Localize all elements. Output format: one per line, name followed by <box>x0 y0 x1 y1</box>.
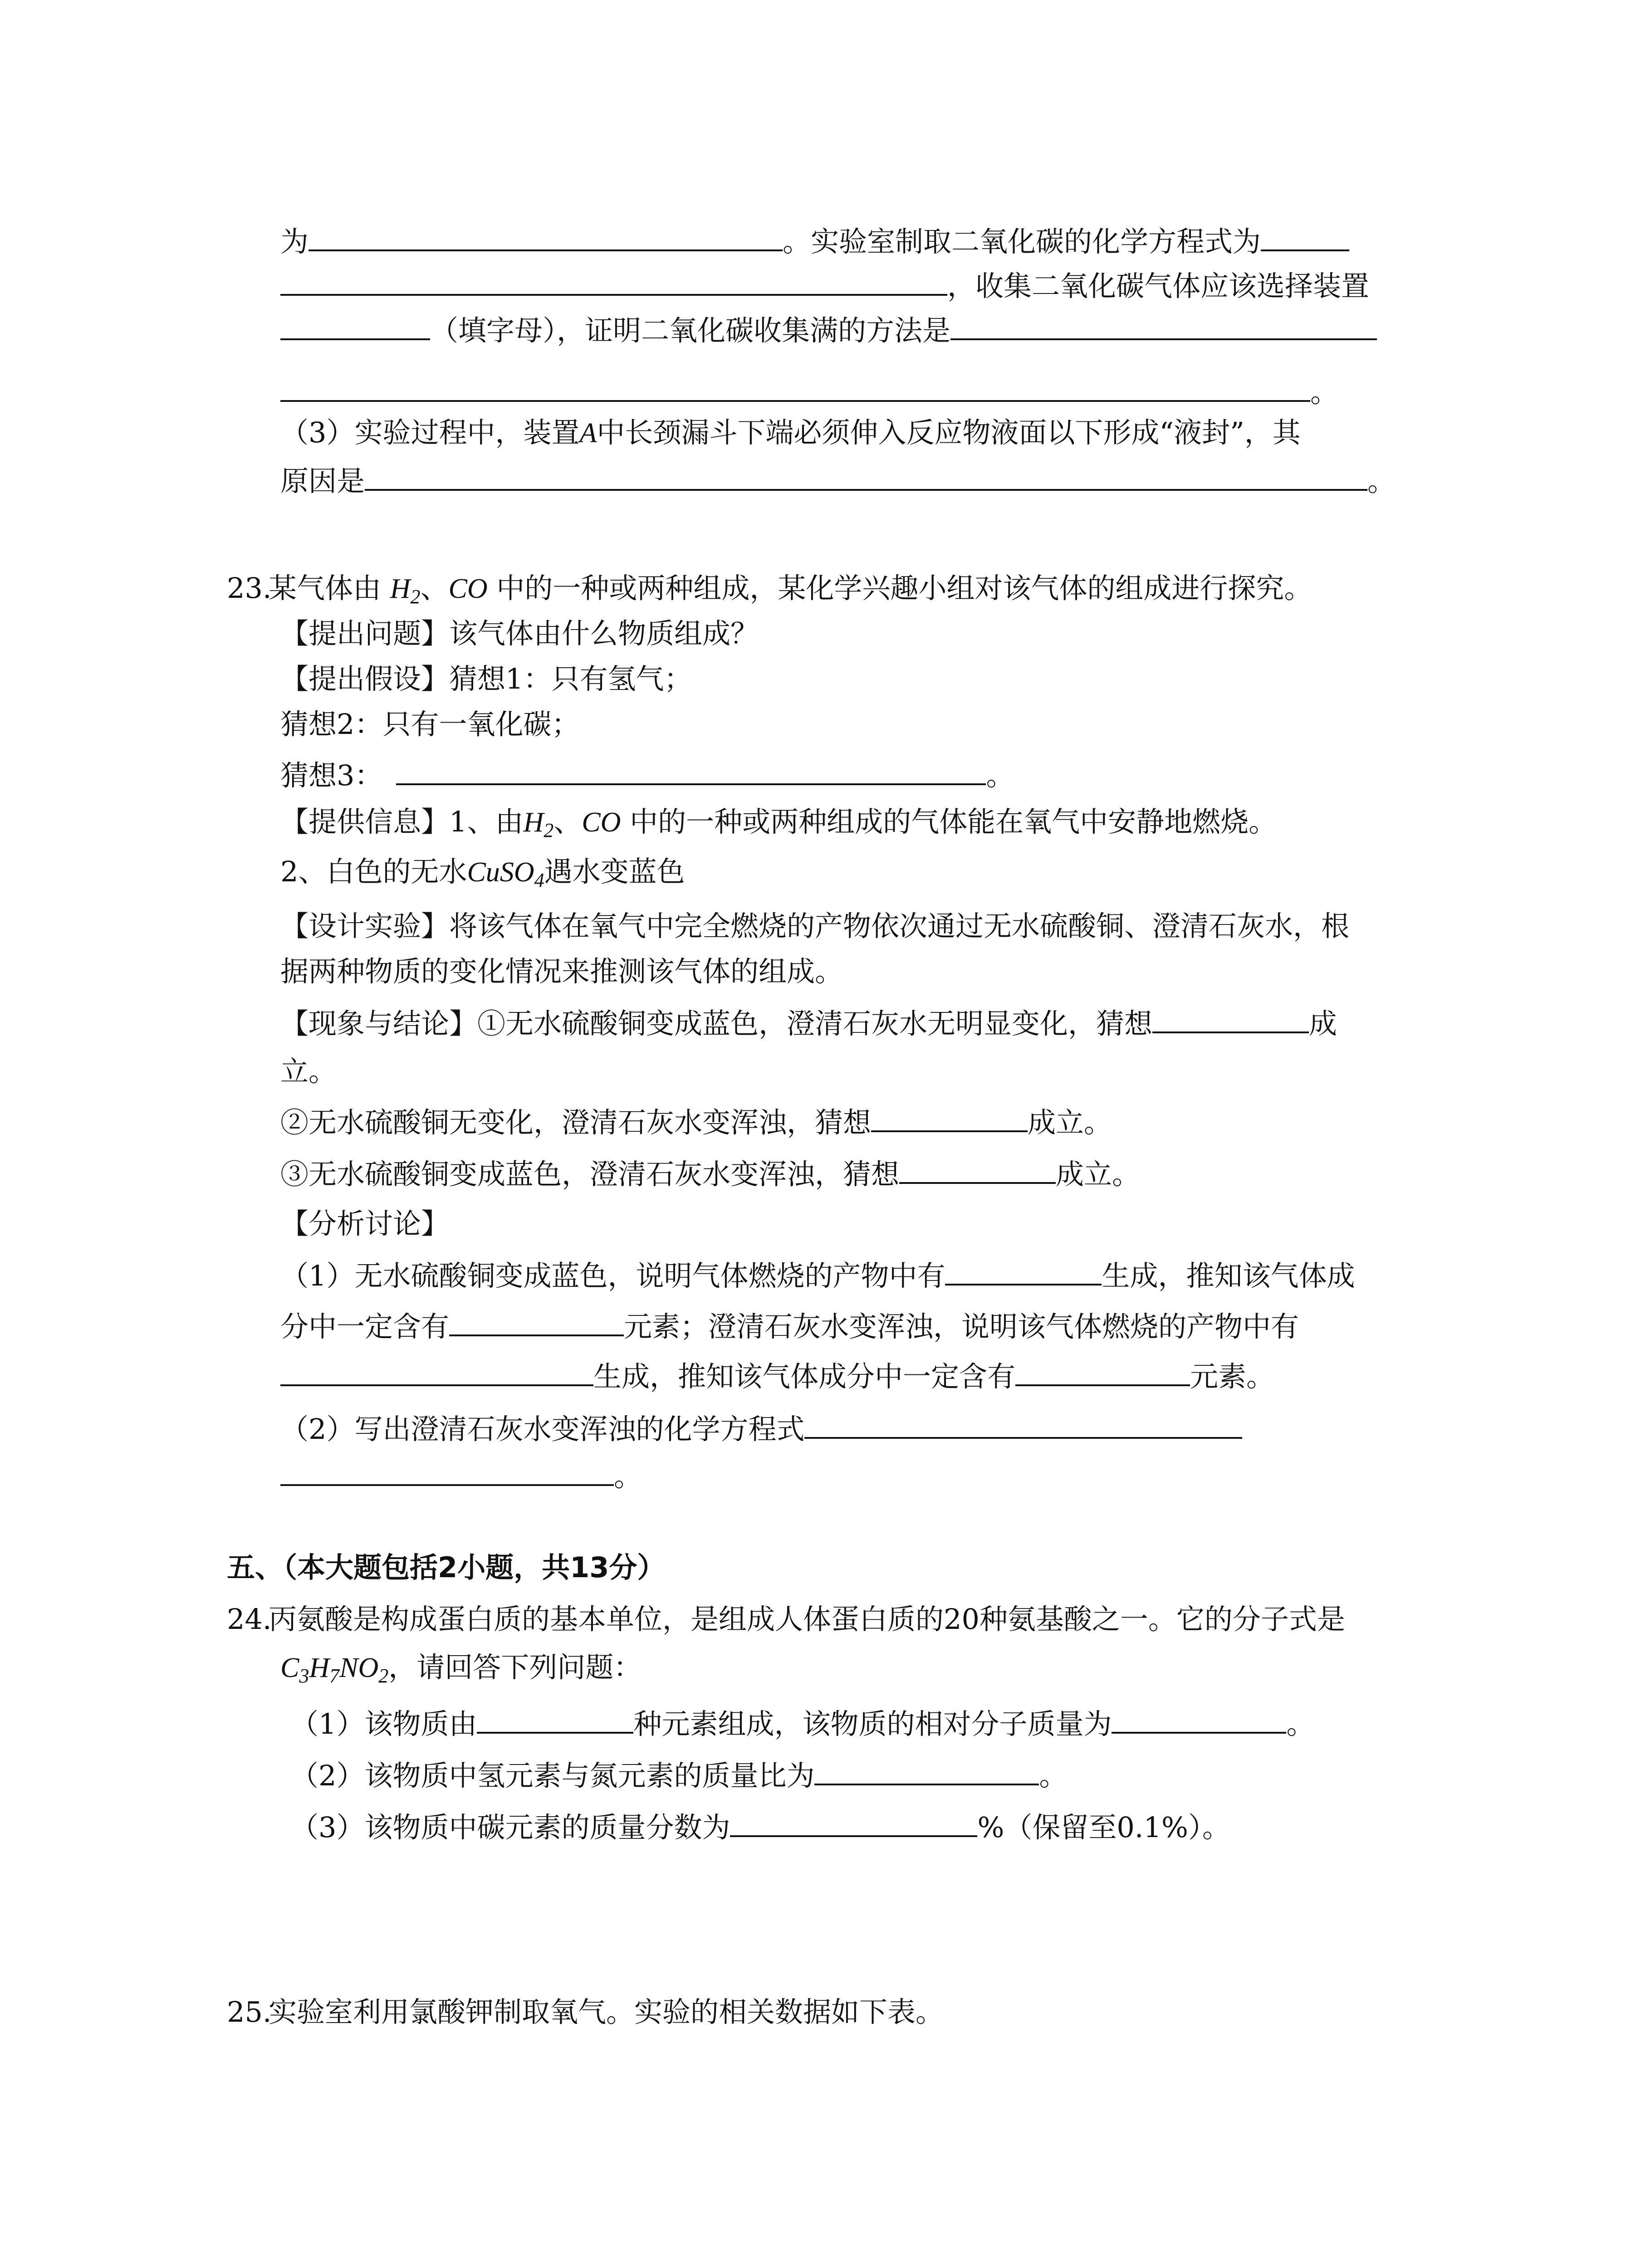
q23-analysis-4 <box>280 1409 1242 1447</box>
subscript: 2 <box>410 586 421 608</box>
answer-blank[interactable] <box>1112 1704 1286 1734</box>
q25-text: 实验室利用氯酸钾制取氧气。实验的相关数据如下表。 <box>269 1995 944 2028</box>
separator: 、 <box>554 805 582 838</box>
q23-result-3 <box>280 1154 1140 1192</box>
section-title: 五、（本大题包括2小题，共13分） <box>227 1551 666 1584</box>
answer-blank[interactable] <box>814 1755 1039 1785</box>
formula-h2: H <box>390 573 411 604</box>
q24-text: %（保留至0.1%）。 <box>977 1811 1230 1844</box>
answer-blank[interactable] <box>309 221 783 251</box>
q23-question <box>280 615 759 653</box>
answer-blank[interactable] <box>280 1456 614 1486</box>
q23-text: 中的一种或两种组成，某化学兴趣小组对该气体的组成进行探究。 <box>496 572 1313 605</box>
q23-text: 某气体由 <box>269 572 382 605</box>
q23-text: 分中一定含有 <box>280 1310 450 1343</box>
formula-h2: H <box>523 807 544 838</box>
q23-hypothesis-2 <box>280 705 579 743</box>
formula-c3h7no2: C <box>280 1652 299 1683</box>
q23-text: 【分析讨论】 <box>280 1207 450 1240</box>
subscript: 7 <box>329 1665 340 1687</box>
formula-part: NO <box>339 1652 379 1683</box>
q22-text: （填字母），证明二氧化碳收集满的方法是 <box>430 314 951 347</box>
q23-text: 【提供信息】1、由 <box>280 805 524 838</box>
q22-text: 为 <box>280 225 309 258</box>
q23-result-1-cont <box>280 1052 337 1090</box>
q22-text: 中长颈漏斗下端必须伸入反应物液面以下形成“液封”，其 <box>597 416 1301 449</box>
formula-cuso4: CuSO <box>467 857 534 888</box>
q22-part3-line-1 <box>280 414 1301 452</box>
q23-text: 【提出假设】猜想1：只有氢气； <box>280 662 692 695</box>
answer-blank[interactable] <box>1152 1003 1309 1033</box>
answer-blank[interactable] <box>945 1256 1102 1286</box>
question-number: 25. <box>227 1995 272 2028</box>
q24-text: 种元素组成，该物质的相对分子质量为 <box>633 1707 1112 1740</box>
q23-analysis-3 <box>280 1356 1274 1394</box>
q22-text: （3）实验过程中，装置 <box>280 416 580 449</box>
q23-text: 遇水变蓝色 <box>544 855 685 888</box>
device-label: A <box>579 418 597 449</box>
q24-formula-line <box>280 1648 642 1686</box>
answer-blank[interactable] <box>804 1409 1242 1439</box>
q23-design-1 <box>280 907 1349 945</box>
q23-text: 元素；澄清石灰水变浑浊，说明该气体燃烧的产物中有 <box>624 1310 1299 1343</box>
q24-text: （1）该物质由 <box>290 1707 477 1740</box>
answer-blank[interactable] <box>365 461 1367 491</box>
subscript: 2 <box>378 1665 389 1687</box>
answer-blank[interactable] <box>950 310 1377 340</box>
answer-blank[interactable] <box>899 1154 1056 1184</box>
q23-text: ③无水硫酸铜变成蓝色，澄清石灰水变浑浊，猜想 <box>280 1158 900 1191</box>
answer-blank[interactable] <box>280 1356 593 1386</box>
answer-blank[interactable] <box>1015 1356 1190 1386</box>
q23-text: 【设计实验】将该气体在氧气中完全燃烧的产物依次通过无水硫酸铜、澄清石灰水，根 <box>280 909 1350 943</box>
q23-analysis-5 <box>280 1456 642 1494</box>
q23-text: 元素。 <box>1190 1360 1275 1393</box>
subscript: 4 <box>534 869 544 891</box>
answer-blank[interactable] <box>871 1102 1028 1132</box>
q24-text: （3）该物质中碳元素的质量分数为 <box>290 1811 730 1844</box>
q24-intro <box>227 1600 1345 1638</box>
q23-analysis-2 <box>280 1306 1299 1344</box>
q23-design-2 <box>280 953 843 991</box>
q23-text: 猜想2：只有一氧化碳； <box>280 708 580 741</box>
q22-line-1 <box>280 221 1349 259</box>
q22-text: 。实验室制取二氧化碳的化学方程式为 <box>783 225 1261 258</box>
formula-co: CO <box>448 573 488 604</box>
q23-result-1 <box>280 1003 1337 1041</box>
q22-line-3 <box>280 310 1377 348</box>
section-heading <box>227 1549 665 1587</box>
q22-text: 。 <box>1367 464 1396 498</box>
formula-co: CO <box>582 807 621 838</box>
q24-text: ，请回答下列问题： <box>388 1651 642 1684</box>
question-number: 23. <box>227 572 272 605</box>
answer-blank[interactable] <box>449 1306 624 1336</box>
q24-text: 。 <box>1039 1759 1068 1792</box>
q23-text: 成立。 <box>1056 1158 1141 1191</box>
q24-sub-3 <box>290 1807 1230 1845</box>
formula-part: H <box>309 1652 330 1683</box>
q23-result-2 <box>280 1102 1112 1140</box>
q23-hypothesis-1 <box>280 660 692 698</box>
q23-analysis-1 <box>280 1256 1355 1294</box>
q23-info-1 <box>280 803 1277 841</box>
subscript: 3 <box>299 1665 309 1687</box>
answer-blank[interactable] <box>396 755 986 785</box>
q23-text: 猜想3： <box>280 759 383 792</box>
q23-text: 中的一种或两种组成的气体能在氧气中安静地燃烧。 <box>630 805 1277 838</box>
q23-analysis-heading <box>280 1205 449 1243</box>
q22-text: 原因是 <box>280 464 365 498</box>
q24-sub-2 <box>290 1755 1067 1794</box>
answer-blank[interactable] <box>730 1807 977 1837</box>
separator: 、 <box>420 572 449 605</box>
q23-text: （2）写出澄清石灰水变浑浊的化学方程式 <box>280 1413 805 1446</box>
answer-blank[interactable] <box>280 372 1310 402</box>
q23-text: 生成，推知该气体成 <box>1102 1259 1355 1292</box>
q23-text: 立。 <box>280 1055 337 1088</box>
q23-info-2 <box>280 853 685 891</box>
q23-text: 成立。 <box>1028 1106 1112 1139</box>
q25-intro <box>227 1993 944 2031</box>
answer-blank[interactable] <box>280 310 430 340</box>
q24-text: 。 <box>1286 1707 1315 1740</box>
q23-text: 。 <box>614 1460 642 1493</box>
question-number: 24. <box>227 1603 272 1636</box>
q22-line-4 <box>280 372 1338 410</box>
q23-text: （1）无水硫酸铜变成蓝色，说明气体燃烧的产物中有 <box>280 1259 945 1292</box>
q22-part3-line-2 <box>280 461 1396 499</box>
q23-text: 2、白色的无水 <box>280 855 467 888</box>
q22-line-2 <box>280 266 1369 304</box>
q23-hypothesis-3 <box>280 755 1014 793</box>
q23-text: ②无水硫酸铜无变化，澄清石灰水变浑浊，猜想 <box>280 1106 872 1139</box>
q23-text: 【提出问题】该气体由什么物质组成？ <box>280 617 759 650</box>
q23-text: 据两种物质的变化情况来推测该气体的组成。 <box>280 955 843 988</box>
q23-text: 生成，推知该气体成分中一定含有 <box>593 1360 1016 1393</box>
q24-text: 丙氨酸是构成蛋白质的基本单位，是组成人体蛋白质的20种氨基酸之一。它的分子式是 <box>269 1603 1345 1636</box>
q23-text: 【现象与结论】①无水硫酸铜变成蓝色，澄清石灰水无明显变化，猜想 <box>280 1007 1153 1040</box>
subscript: 2 <box>544 819 554 841</box>
answer-blank[interactable] <box>280 266 947 296</box>
q23-intro <box>227 569 1312 607</box>
answer-blank[interactable] <box>1261 221 1349 251</box>
q23-text: 。 <box>986 759 1014 792</box>
answer-blank[interactable] <box>477 1704 633 1734</box>
q22-text: ，收集二氧化碳气体应该选择装置 <box>947 269 1370 303</box>
q22-text: 。 <box>1310 376 1339 409</box>
q24-sub-1 <box>290 1704 1314 1742</box>
q24-text: （2）该物质中氢元素与氮元素的质量比为 <box>290 1759 815 1792</box>
q23-text: 成 <box>1309 1007 1337 1040</box>
